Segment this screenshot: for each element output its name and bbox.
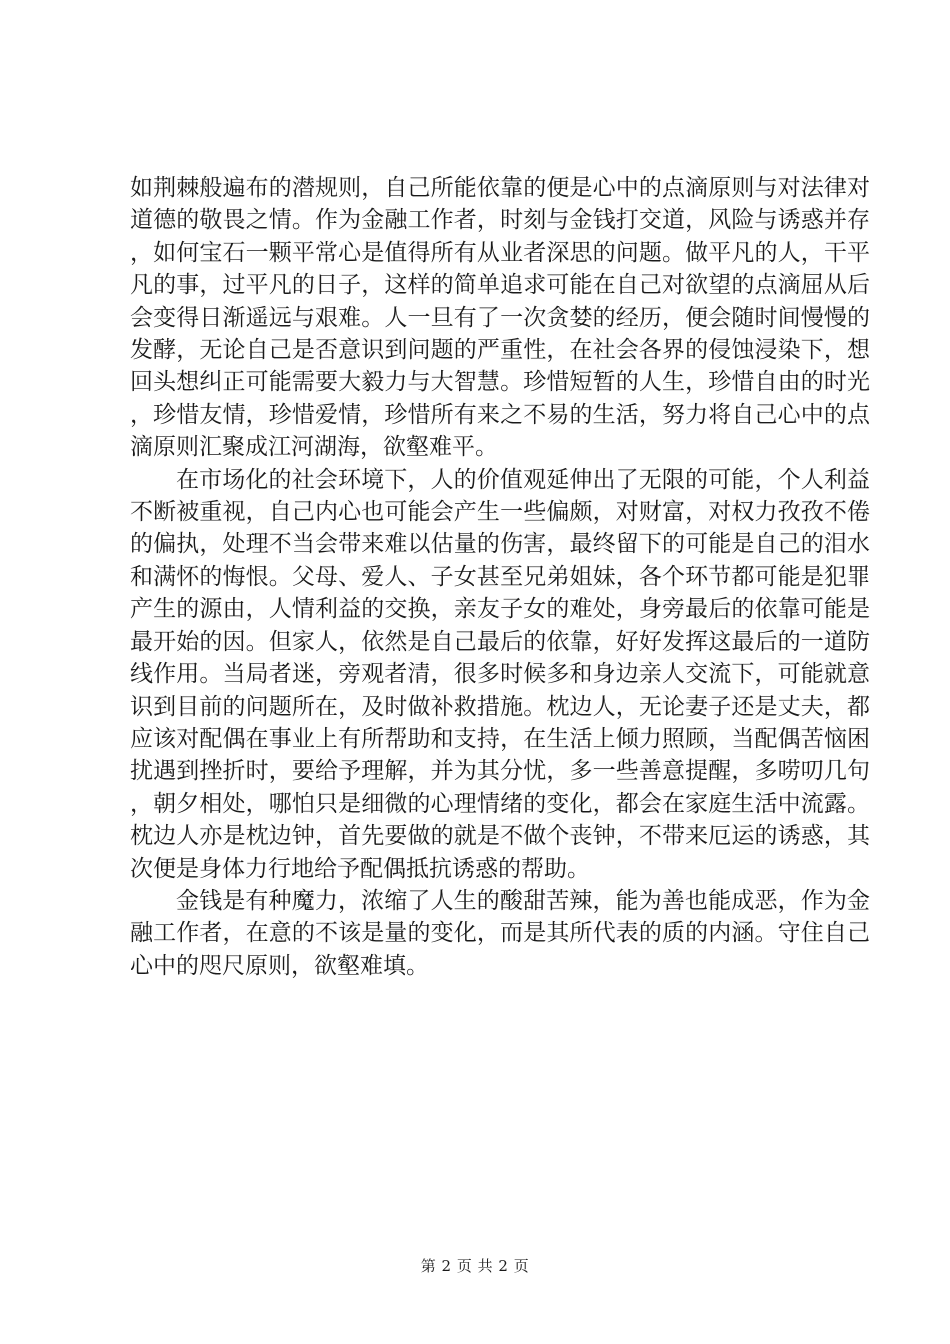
paragraph-2: 在市场化的社会环境下，人的价值观延伸出了无限的可能，个人利益不断被重视，自己内心也可能会产生一些偏颇，对财富，对权力孜孜不倦的偏执，处理不当会带来难以估量的伤害，最终留下的可能是自己的泪水和满怀的悔恨。父母、爱人、子女甚至兄弟姐妹，各个环节都可能是犯罪产生的源由，人情利益的交换，亲友子女的难处，身旁最后的依靠可能是最开始的因。但家人，依然是自己最后的依靠，好好发挥这最后的一道防线作用。当局者迷，旁观者清，很多时候多和身边亲人交流下，可能就意识到目前的问题所在，及时做补救措施。枕边人，无论妻子还是丈夫，都应该对配偶在事业上有所帮助和支持，在生活上倾力照顾，当配偶苦恼困扰遇到挫折时，要给予理解，并为其分忧，多一些善意提醒，多唠叨几句，朝夕相处，哪怕只是细微的心理情绪的变化，都会在家庭生活中流露。枕边人亦是枕边钟，首先要做的就是不做个丧钟，不带来厄运的诱惑，其次便是身体力行地给予配偶抵抗诱惑的帮助。 — [130, 466, 870, 882]
paragraph-1: 如荆棘般遍布的潜规则，自己所能依靠的便是心中的点滴原则与对法律对道德的敬畏之情。作为金融工作者，时刻与金钱打交道，风险与诱惑并存，如何宝石一颗平常心是值得所有从业者深思的问题。做平凡的人，干平凡的事，过平凡的日子，这样的简单追求可能在自己对欲望的点滴屈从后会变得日渐遥远与艰难。人一旦有了一次贪婪的经历，便会随时间慢慢的发酵，无论自己是否意识到问题的严重性，在社会各界的侵蚀浸染下，想回头想纠正可能需要大毅力与大智慧。珍惜短暂的人生，珍惜自由的时光，珍惜友情，珍惜爱情，珍惜所有来之不易的生活，努力将自己心中的点滴原则汇聚成江河湖海，欲壑难平。 — [130, 175, 870, 461]
document-body — [130, 172, 870, 982]
page-footer: 第 2 页 共 2 页 — [420, 1257, 530, 1275]
paragraph-3: 金钱是有种魔力，浓缩了人生的酸甜苦辣，能为善也能成恶，作为金融工作者，在意的不该是量的变化，而是其所代表的质的内涵。守住自己心中的咫尺原则，欲壑难填。 — [130, 887, 870, 979]
